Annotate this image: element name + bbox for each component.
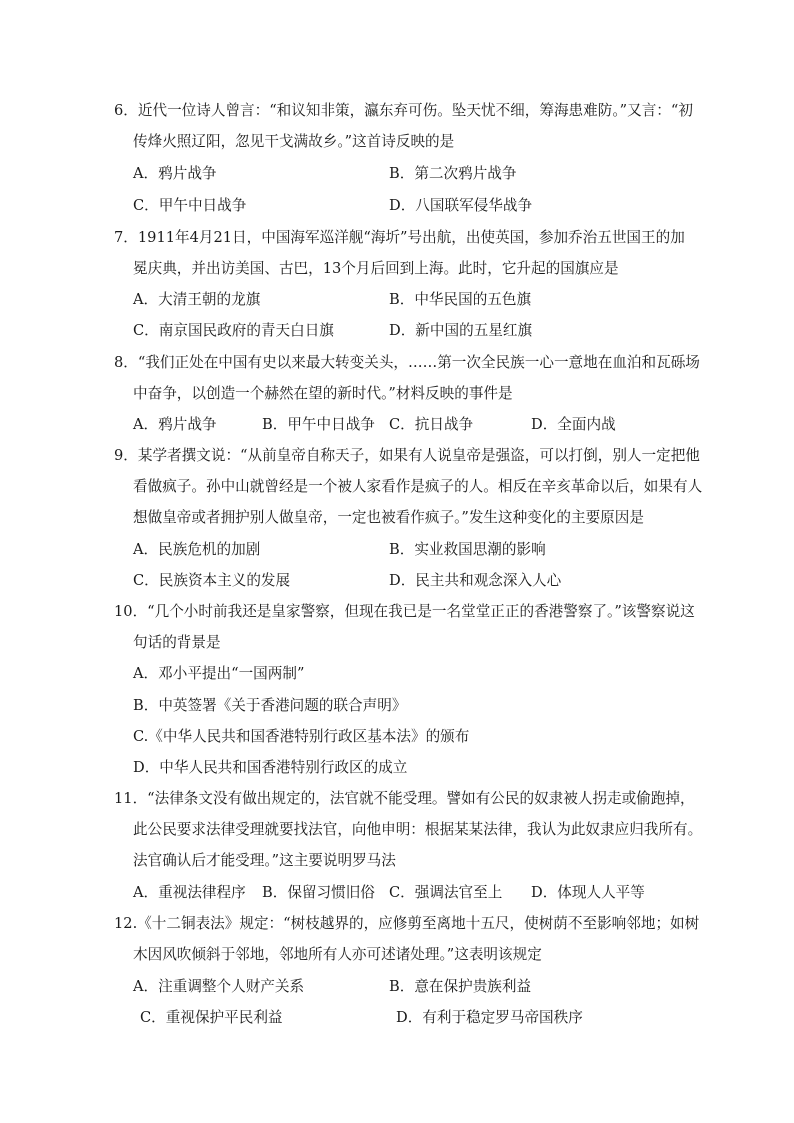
question-12-option-b: B．意在保护贵族利益 [389, 978, 532, 995]
question-8-option-d: D．全面内战 [531, 416, 616, 433]
question-10-option-b: B．中英签署《关于香港问题的联合声明》 [133, 697, 407, 714]
question-11-option-b: B．保留习惯旧俗 [262, 884, 375, 901]
question-9-line-3: 想做皇帝或者拥护别人做皇帝，一定也被看作疯子。”发生这种变化的主要原因是 [133, 509, 644, 526]
question-10-line-1: 10．“几个小时前我还是皇家警察，但现在我已是一名堂堂正正的香港警察了。”该警察说这 [114, 603, 695, 620]
question-7-option-d: D．新中国的五星红旗 [389, 322, 533, 339]
question-6-line-2: 传烽火照辽阳，忽见干戈满故乡。”这首诗反映的是 [133, 133, 455, 150]
question-11-line-1: 11．“法律条文没有做出规定的，法官就不能受理。譬如有公民的奴隶被人拐走或偷跑掉， [114, 790, 695, 807]
question-11-option-a: A．重视法律程序 [133, 884, 246, 901]
question-7-option-a: A．大清王朝的龙旗 [133, 291, 261, 308]
question-8-option-c: C．抗日战争 [389, 416, 474, 433]
question-11-line-2: 此公民要求法律受理就要找法官，向他申明：根据某某法律，我认为此奴隶应归我所有。 [133, 821, 703, 838]
question-10-option-d: D．中华人民共和国香港特别行政区的成立 [133, 759, 408, 776]
question-6-line-1: 6．近代一位诗人曾言：“和议知非策，瀛东弃可伤。坠天忧不细，筹海患难防。”又言：“初 [114, 102, 693, 119]
question-12-option-d: D．有利于稳定罗马帝国秩序 [396, 1009, 583, 1026]
question-11-option-c: C．强调法官至上 [389, 884, 503, 901]
question-12-option-c: C．重视保护平民利益 [140, 1009, 283, 1026]
question-7-line-2: 冕庆典，并出访美国、古巴，13个月后回到上海。此时，它升起的国旗应是 [133, 260, 619, 277]
question-9-option-c: C．民族资本主义的发展 [133, 572, 291, 589]
question-12-line-1: 12.《十二铜表法》规定：“树枝越界的，应修剪至离地十五尺，使树荫不至影响邻地；如树 [114, 915, 700, 932]
question-8-option-b: B．甲午中日战争 [262, 416, 375, 433]
question-8-line-1: 8．“我们正处在中国有史以来最大转变关头，……第一次全民族一心一意地在血泊和瓦砾场 [114, 354, 700, 371]
question-9-line-1: 9．某学者撰文说：“从前皇帝自称天子，如果有人说皇帝是强盗，可以打倒，别人一定把他 [114, 447, 700, 464]
question-6-option-d: D．八国联军侵华战争 [389, 197, 533, 214]
question-9-option-b: B．实业救国思潮的影响 [389, 541, 546, 558]
question-12-line-2: 木因风吹倾斜于邻地，邻地所有人亦可述诸处理。”这表明该规定 [133, 946, 542, 963]
question-8-line-2: 中奋争，以创造一个赫然在望的新时代。”材料反映的事件是 [133, 385, 513, 402]
question-11-option-d: D．体现人人平等 [531, 884, 645, 901]
question-7-line-1: 7．1911年4月21日，中国海军巡洋舰“海圻”号出航，出使英国，参加乔治五世国王的加 [114, 229, 685, 246]
question-9-option-d: D．民主共和观念深入人心 [389, 572, 562, 589]
question-11-line-3: 法官确认后才能受理。”这主要说明罗马法 [133, 852, 396, 869]
question-8-option-a: A．鸦片战争 [133, 416, 217, 433]
question-6-option-c: C．甲午中日战争 [133, 197, 247, 214]
question-9-option-a: A．民族危机的加剧 [133, 541, 261, 558]
question-6-option-a: A．鸦片战争 [133, 165, 217, 182]
question-7-option-b: B．中华民国的五色旗 [389, 291, 532, 308]
question-10-line-2: 句话的背景是 [133, 634, 221, 651]
question-10-option-a: A．邓小平提出“一国两制” [133, 665, 305, 682]
question-12-option-a: A．注重调整个人财产关系 [133, 978, 305, 995]
question-6-option-b: B．第二次鸦片战争 [389, 165, 517, 182]
question-7-option-c: C．南京国民政府的青天白日旗 [133, 322, 334, 339]
question-9-line-2: 看做疯子。孙中山就曾经是一个被人家看作是疯子的人。相反在辛亥革命以后，如果有人 [133, 478, 703, 495]
question-10-option-c: C.《中华人民共和国香港特别行政区基本法》的颁布 [133, 728, 470, 745]
